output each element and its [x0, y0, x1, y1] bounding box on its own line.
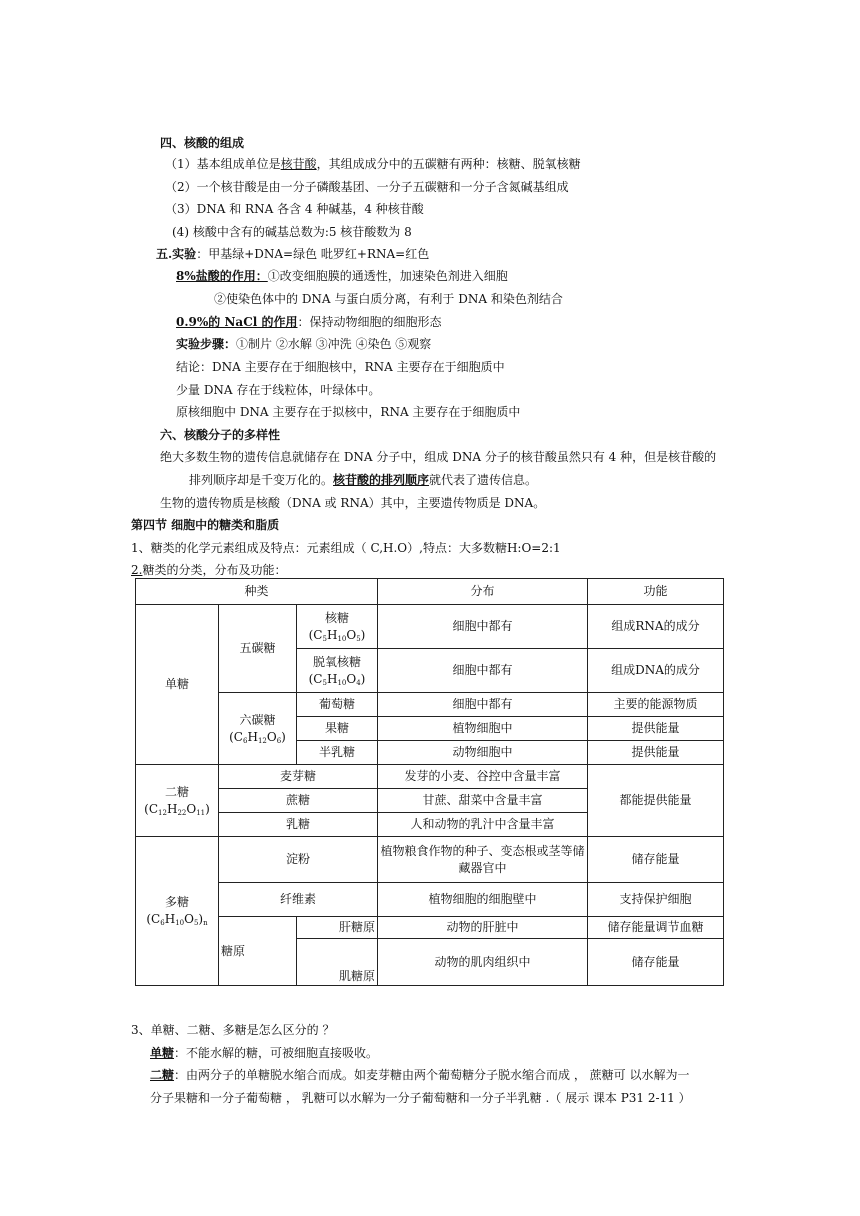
steps-label: 实验步骤： [176, 337, 237, 351]
deoxyribose-formula: $(C_5H_{10}O_4)$ [308, 671, 366, 687]
galactose-function: 提供能量 [588, 741, 724, 765]
ribose-distribution: 细胞中都有 [378, 605, 588, 649]
liver-distribution: 动物的肝脏中 [378, 917, 588, 939]
sugar-classification-table [135, 578, 724, 986]
liver-function: 储存能量调节血糖 [588, 917, 724, 939]
section-6-para-3: 生物的遗传物质是核酸（DNA 或 RNA）其中，主要遗传物质是 DNA。 [160, 496, 546, 510]
deoxyribose-distribution: 细胞中都有 [378, 649, 588, 693]
glycogen: 糖原 [219, 917, 297, 986]
ribose-cell [297, 605, 378, 649]
glucose-function: 主要的能源物质 [588, 693, 724, 717]
text: ：不能水解的糖，可被细胞直接吸收。 [174, 1046, 379, 1060]
lactose-distribution: 人和动物的乳汁中含量丰富 [378, 813, 588, 837]
liver-glycogen: 肝糖原 [297, 917, 378, 939]
di-label: 二糖 [150, 1068, 175, 1082]
di-formula: $(C_{12}H_{22}O_{11})$ [144, 801, 210, 817]
glucose-distribution: 细胞中都有 [378, 693, 588, 717]
sucrose: 蔗糖 [219, 789, 378, 813]
hexose-formula: $(C_6H_{12}O_6)$ [229, 729, 286, 745]
section-6-para-2 [189, 472, 537, 488]
text: 糖类的分类，分布及功能： [142, 563, 287, 577]
section-4-point-3: （3）DNA 和 RNA 各含 4 种碱基，4 种核苷酸 [165, 202, 424, 216]
table-row [136, 605, 724, 649]
starch-function: 储存能量 [588, 837, 724, 883]
ribose-formula: $(C_5H_{10}O_5)$ [308, 627, 366, 643]
poly-formula: $(C_6H_{10}O_5)_n$ [146, 912, 208, 927]
underlined-term: 核苷酸 [280, 157, 317, 171]
section-5-heading: 五.实验 [156, 247, 197, 261]
cellulose-function: 支持保护细胞 [588, 883, 724, 917]
part-4-heading: 第四节 细胞中的糖类和脂质 [131, 518, 280, 532]
di-category [136, 765, 219, 837]
table-row [136, 765, 724, 789]
hcl-label: 8%盐酸的作用： [176, 269, 268, 283]
section-5-line [156, 246, 429, 262]
di-function: 都能提供能量 [588, 765, 724, 837]
fructose-distribution: 植物细胞中 [378, 717, 588, 741]
ribose-name: 核糖 [324, 610, 349, 625]
experiment-steps [176, 336, 431, 352]
underlined-term: 核苷酸的排列顺序 [333, 473, 430, 487]
sucrose-distribution: 甘蔗、甜菜中含量丰富 [378, 789, 588, 813]
section-6-heading: 六、核酸分子的多样性 [160, 428, 281, 442]
mono-category: 单糖 [136, 605, 219, 765]
nacl-label: 0.9%的 NaCl 的作用 [176, 315, 298, 329]
text: ：保持动物细胞的细胞形态 [297, 315, 442, 329]
conclusion-2: 少量 DNA 存在于线粒体，叶绿体中。 [176, 383, 381, 397]
mono-definition [150, 1045, 378, 1061]
starch: 淀粉 [219, 837, 378, 883]
poly-name: 多糖 [164, 895, 189, 909]
hexose-category [219, 693, 297, 765]
di-name: 二糖 [164, 784, 189, 799]
pentose-category: 五碳糖 [219, 605, 297, 693]
deoxyribose-name: 脱氧核糖 [312, 654, 361, 669]
table-row [136, 917, 724, 939]
header-distribution: 分布 [378, 579, 588, 605]
table-row [136, 837, 724, 883]
hcl-role-2: ②使染色体中的 DNA 与蛋白质分离，有利于 DNA 和染色剂结合 [214, 292, 563, 306]
nacl-role [176, 314, 442, 330]
text: ①制片 ②水解 ③冲洗 ④染色 ⑤观察 [236, 337, 432, 351]
hexose-name: 六碳糖 [239, 712, 276, 727]
section-4-heading: 四、核酸的组成 [160, 136, 245, 150]
cellulose: 纤维素 [219, 883, 378, 917]
di-definition-2: 分子果糖和一分子葡萄糖 ， 乳糖可以水解为一分子葡萄糖和一分子半乳糖 .（ 展示 课本 P31 2-11 ） [150, 1091, 691, 1105]
glucose: 葡萄糖 [297, 693, 378, 717]
header-function: 功能 [588, 579, 724, 605]
text: ，其组成成分中的五碳糖有两种：核糖、脱氧核糖 [316, 157, 581, 171]
section-4-point-1 [165, 156, 581, 172]
starch-distribution: 植物粮食作物的种子、变态根或茎等储藏器官中 [378, 837, 588, 883]
cellulose-distribution: 植物细胞的细胞壁中 [378, 883, 588, 917]
galactose-distribution: 动物细胞中 [378, 741, 588, 765]
muscle-distribution: 动物的肌肉组织中 [378, 939, 588, 986]
fructose-function: 提供能量 [588, 717, 724, 741]
section-4-point-4: (4) 核酸中含有的碱基总数为:5 核苷酸数为 8 [172, 225, 412, 239]
galactose: 半乳糖 [297, 741, 378, 765]
di-definition [150, 1067, 689, 1083]
muscle-function: 储存能量 [588, 939, 724, 986]
text: ：由两分子的单糖脱水缩合而成。如麦芽糖由两个葡萄糖分子脱水缩合而成 ， 蔗糖可 以水解为一 [174, 1068, 690, 1082]
section-6-para-1: 绝大多数生物的遗传信息就储存在 DNA 分子中，组成 DNA 分子的核苷酸虽然只有 4 种，但是核苷酸的 [160, 450, 717, 464]
question-2 [131, 562, 286, 578]
hcl-role [176, 268, 508, 284]
mono-label: 单糖 [150, 1046, 175, 1060]
text: （1）基本组成单位是 [165, 157, 281, 171]
deoxyribose-cell [297, 649, 378, 693]
fructose: 果糖 [297, 717, 378, 741]
muscle-glycogen: 肌糖原 [297, 939, 378, 986]
text: 排列顺序却是千变万化的。 [189, 473, 334, 487]
table-header-row [136, 579, 724, 605]
conclusion: 结论：DNA 主要存在于细胞核中，RNA 主要存在于细胞质中 [176, 360, 505, 374]
conclusion-3: 原核细胞中 DNA 主要存在于拟核中，RNA 主要存在于细胞质中 [176, 405, 521, 419]
lactose: 乳糖 [219, 813, 378, 837]
text: 就代表了遗传信息。 [429, 473, 538, 487]
section-4-point-2: （2）一个核苷酸是由一分子磷酸基团、一分子五碳糖和一分子含氮碱基组成 [165, 180, 569, 194]
poly-category [136, 837, 219, 986]
table-row [136, 693, 724, 717]
text: ：甲基绿+DNA=绿色 吡罗红+RNA=红色 [196, 247, 430, 261]
table-row [136, 883, 724, 917]
ribose-function: 组成RNA的成分 [588, 605, 724, 649]
number: 2. [131, 563, 143, 577]
header-type: 种类 [136, 579, 378, 605]
question-1: 1、糖类的化学元素组成及特点：元素组成（ C,H.O）,特点：大多数糖H:O=2:1 [131, 541, 561, 555]
maltose-distribution: 发芽的小麦、谷控中含量丰富 [378, 765, 588, 789]
question-3: 3、单糖、二糖、多糖是怎么区分的 ？ [131, 1023, 335, 1037]
deoxyribose-function: 组成DNA的成分 [588, 649, 724, 693]
maltose: 麦芽糖 [219, 765, 378, 789]
text: ①改变细胞膜的通透性，加速染色剂进入细胞 [267, 269, 508, 283]
